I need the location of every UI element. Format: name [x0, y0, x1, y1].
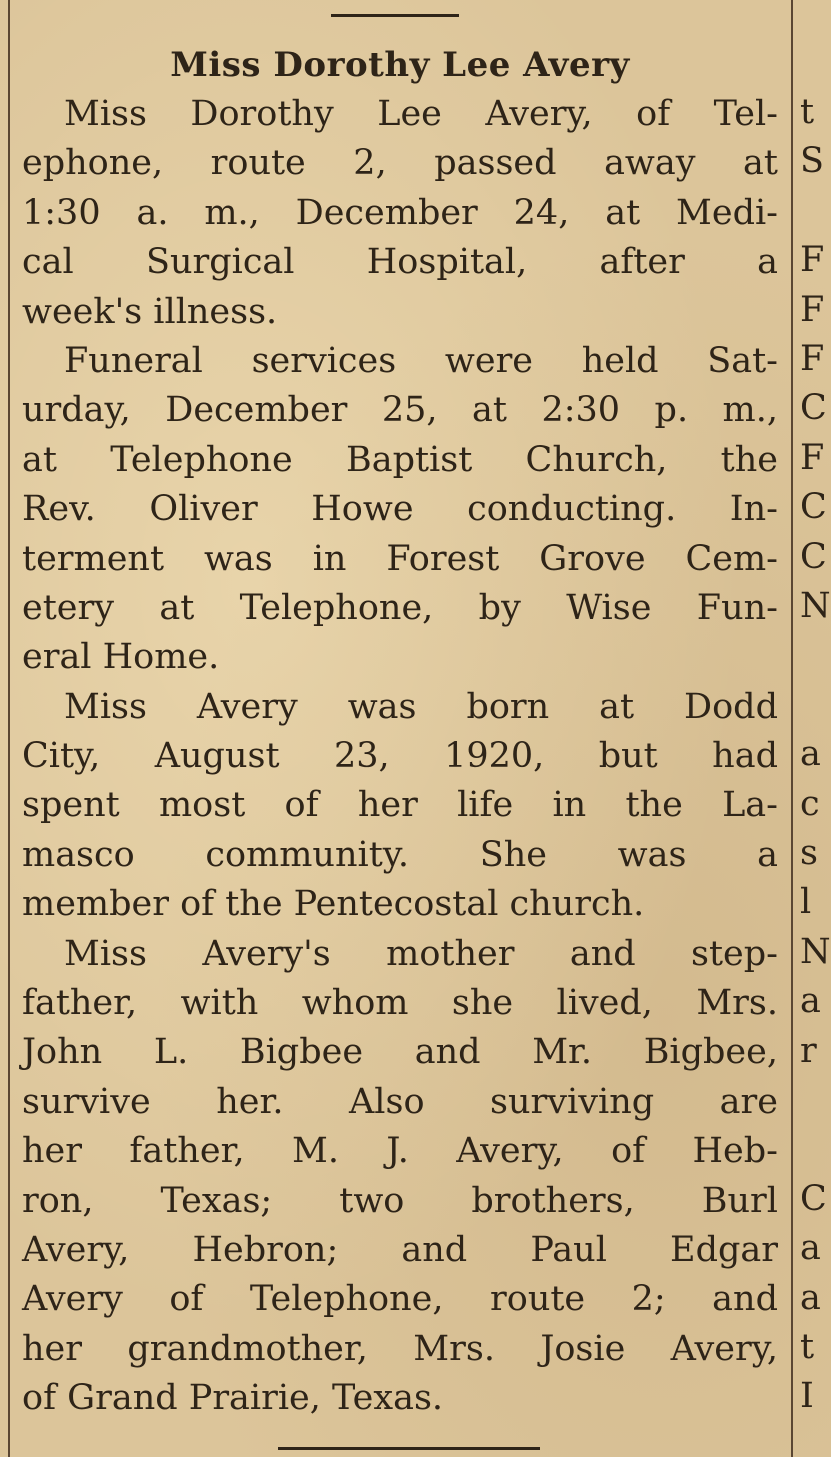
adjacent-column-fragment: C	[800, 1178, 827, 1219]
body-text-line: spent most of her life in the La-	[22, 785, 778, 826]
body-text-line: eral Home.	[22, 637, 220, 678]
adjacent-column-fragment: F	[800, 240, 825, 281]
body-text-line: masco community. She was a	[22, 834, 778, 875]
adjacent-column-fragment: F	[800, 339, 825, 379]
body-text-line: terment was in Forest Grove Cem-	[22, 538, 778, 579]
body-text-line: Miss Avery's mother and step-	[64, 933, 778, 974]
body-text-line: John L. Bigbee and Mr. Bigbee,	[22, 1032, 778, 1073]
body-text-line: ephone, route 2, passed away at	[22, 143, 778, 184]
body-text-line: of Grand Prairie, Texas.	[22, 1378, 444, 1419]
adjacent-column-fragment: F	[800, 289, 825, 330]
body-text-line: etery at Telephone, by Wise Fun-	[22, 587, 778, 628]
body-text-line: 1:30 a. m., December 24, at Medi-	[22, 192, 778, 233]
body-text-line: Miss Avery was born at Dodd	[64, 686, 778, 727]
column-rule-left	[8, 0, 10, 1457]
obituary-column	[22, 40, 778, 1424]
adjacent-column-fragment: a	[800, 734, 821, 775]
body-text-line: cal Surgical Hospital, after a	[22, 242, 778, 283]
body-text-line: Funeral services were held Sat-	[64, 340, 778, 381]
adjacent-column-fragment: S	[800, 141, 824, 182]
adjacent-column-fragment: C	[800, 487, 827, 528]
adjacent-column-fragment: a	[800, 981, 821, 1022]
adjacent-column-fragment: t	[800, 1327, 815, 1367]
obituary-headline: Miss Dorothy Lee Avery	[170, 45, 630, 85]
adjacent-column-fragment: r	[800, 1030, 817, 1071]
adjacent-column-fragment: a	[800, 1277, 821, 1318]
top-separator-rule	[331, 14, 459, 17]
adjacent-column-fragment: t	[800, 92, 815, 132]
adjacent-column-fragment: N	[800, 931, 831, 972]
adjacent-column-fragment: N	[800, 586, 831, 626]
adjacent-column-fragment: F	[800, 437, 825, 478]
adjacent-column-fragment: C	[800, 536, 827, 577]
adjacent-column-fragment: c	[800, 783, 820, 824]
body-text-line: week's illness.	[22, 291, 278, 332]
body-text-line: member of the Pentecostal church.	[22, 884, 645, 925]
adjacent-column-fragment: I	[800, 1376, 814, 1417]
obituary-body	[22, 90, 778, 1424]
body-text-line: her father, M. J. Avery, of Heb-	[22, 1131, 778, 1172]
bottom-separator-rule	[278, 1447, 540, 1450]
adjacent-column-fragment: C	[800, 388, 827, 429]
body-text-line: at Telephone Baptist Church, the	[22, 439, 778, 480]
body-text-line: father, with whom she lived, Mrs.	[22, 983, 778, 1024]
body-text-line: Miss Dorothy Lee Avery, of Tel-	[64, 94, 778, 134]
adjacent-column-fragment: l	[800, 882, 812, 923]
body-text-line: urday, December 25, at 2:30 p. m.,	[22, 390, 778, 431]
column-rule-right	[791, 0, 793, 1457]
body-text-line: survive her. Also surviving are	[22, 1081, 778, 1122]
body-text-line: her grandmother, Mrs. Josie Avery,	[22, 1328, 778, 1369]
body-text-line: City, August 23, 1920, but had	[22, 736, 778, 777]
adjacent-column-cutoff	[800, 88, 831, 1422]
adjacent-column-fragment: a	[800, 1228, 821, 1269]
body-text-line: Avery of Telephone, route 2; and	[22, 1279, 778, 1320]
adjacent-column-fragment: s	[800, 833, 818, 873]
body-text-line: Rev. Oliver Howe conducting. In-	[22, 489, 778, 530]
body-text-line: Avery, Hebron; and Paul Edgar	[22, 1229, 778, 1270]
body-text-line: ron, Texas; two brothers, Burl	[22, 1180, 778, 1221]
